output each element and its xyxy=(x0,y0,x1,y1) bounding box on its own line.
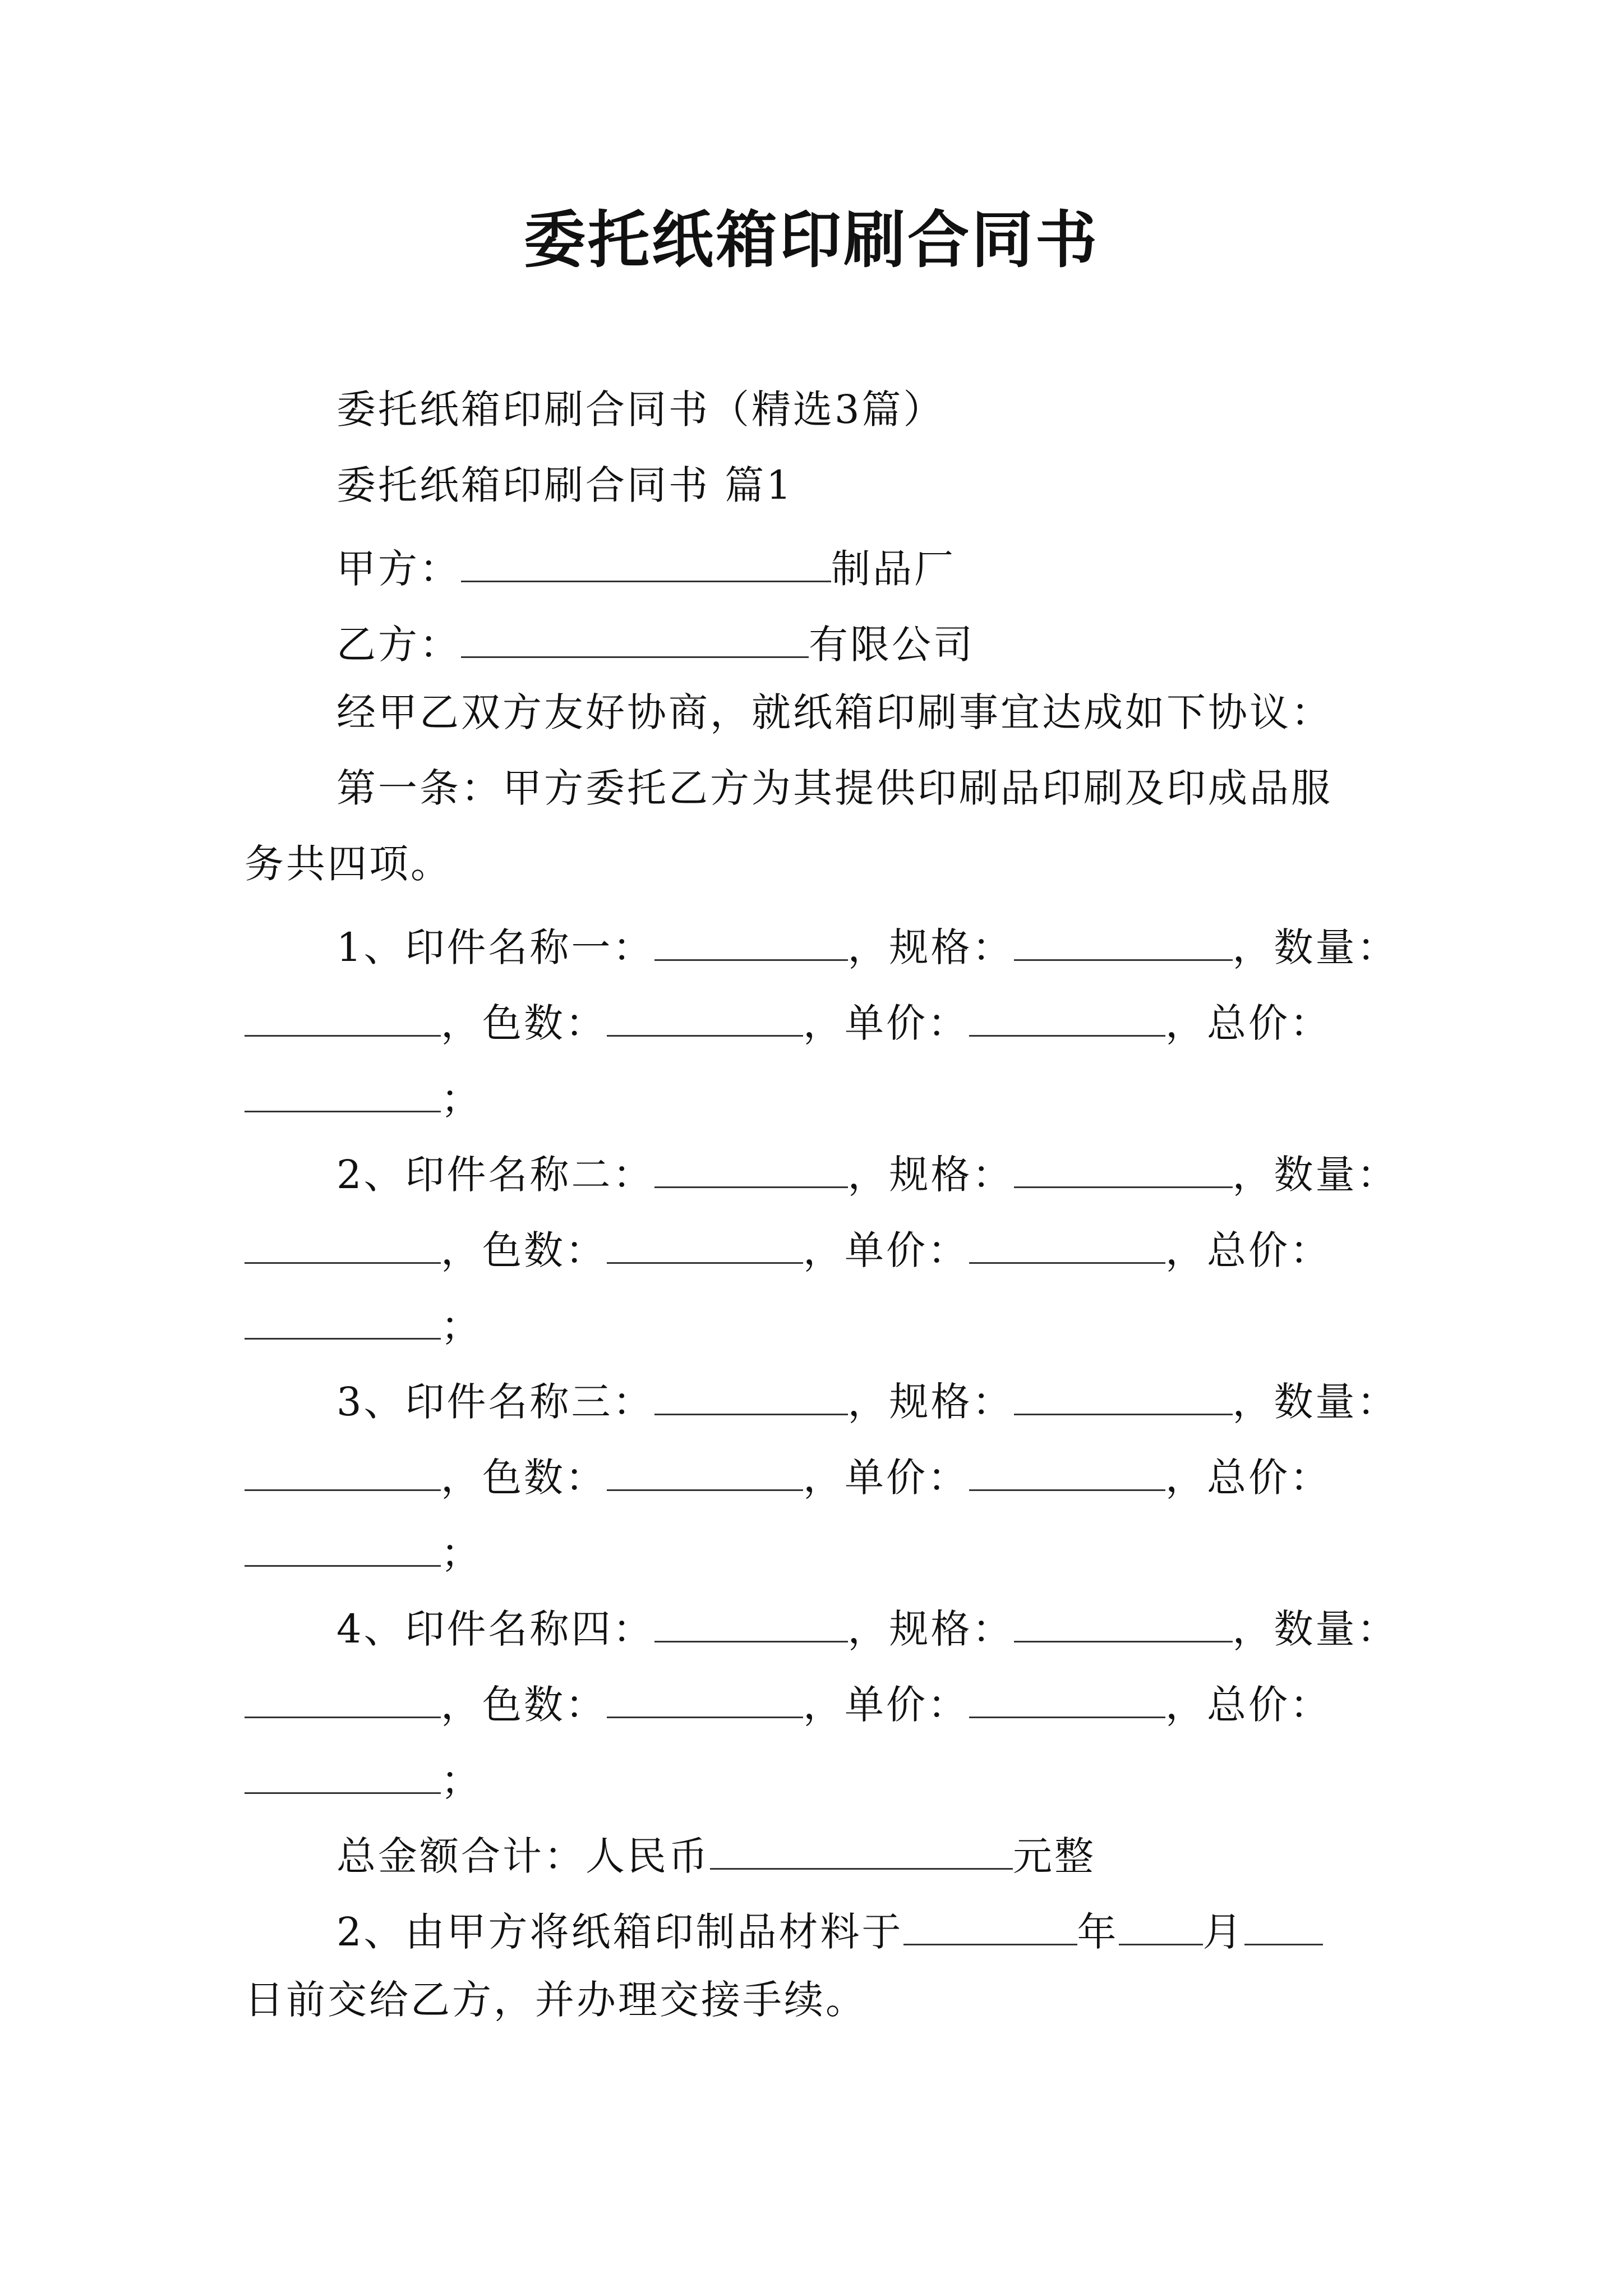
party-b-line xyxy=(336,617,975,668)
qty-blank xyxy=(245,1677,441,1718)
item-line1 xyxy=(336,1147,1399,1198)
item-line1 xyxy=(336,1602,1399,1652)
total-line xyxy=(336,1829,1096,1879)
item-line2 xyxy=(245,996,1331,1046)
unit-price-blank xyxy=(969,1223,1165,1264)
qty-label: ，数量： xyxy=(1232,1379,1399,1425)
qty-label: ，数量： xyxy=(1232,924,1399,970)
party-b-suffix: 有限公司 xyxy=(809,622,975,668)
unit-price-label: ，单价： xyxy=(803,1000,969,1046)
total-price-label: ，总价： xyxy=(1165,1227,1331,1273)
total-price-blank xyxy=(245,1753,441,1794)
item-name: 3、印件名称三： xyxy=(336,1379,654,1425)
total-price-label: ，总价： xyxy=(1165,1000,1331,1046)
delivery-month-label: 月 xyxy=(1202,1909,1244,1955)
party-a-blank xyxy=(461,541,831,582)
spec-blank xyxy=(1014,1374,1233,1415)
spec-label: ，规格： xyxy=(847,1379,1014,1425)
spec-label: ，规格： xyxy=(847,1606,1014,1652)
delivery-day-blank xyxy=(1244,1904,1323,1945)
colors-blank xyxy=(607,996,803,1037)
document-title: 委托纸箱印刷合同书 xyxy=(524,204,1099,276)
delivery-line2: 日前交给乙方，并办理交接手续。 xyxy=(245,1977,867,2023)
qty-blank xyxy=(245,1223,441,1264)
unit-price-label: ，单价： xyxy=(803,1455,969,1501)
semicolon: ； xyxy=(441,1757,482,1803)
total-price-label: ，总价： xyxy=(1165,1682,1331,1728)
article-heading: 委托纸箱印刷合同书 篇1 xyxy=(336,462,794,508)
colors-blank xyxy=(607,1450,803,1491)
spec-blank xyxy=(1014,1147,1233,1188)
colors-label: ，色数： xyxy=(441,1000,607,1046)
item-line2 xyxy=(245,1223,1331,1273)
delivery-month-blank xyxy=(1119,1904,1203,1945)
qty-label: ，数量： xyxy=(1232,1152,1399,1198)
total-price-blank xyxy=(245,1299,441,1340)
total-price-blank xyxy=(245,1071,441,1112)
unit-price-label: ，单价： xyxy=(803,1682,969,1728)
unit-price-blank xyxy=(969,1677,1165,1718)
semicolon: ； xyxy=(441,1303,482,1349)
unit-price-blank xyxy=(969,996,1165,1037)
delivery-text: 2、由甲方将纸箱印制品材料于 xyxy=(336,1909,903,1955)
colors-label: ，色数： xyxy=(441,1682,607,1728)
qty-blank xyxy=(245,996,441,1037)
total-price-blank xyxy=(245,1526,441,1567)
party-b-label: 乙方： xyxy=(336,622,461,668)
total-suffix: 元整 xyxy=(1013,1833,1096,1879)
item-name: 4、印件名称四： xyxy=(336,1606,654,1652)
colors-blank xyxy=(607,1223,803,1264)
delivery-year-blank xyxy=(903,1904,1077,1945)
total-blank xyxy=(710,1829,1013,1870)
qty-blank xyxy=(245,1450,441,1491)
unit-price-label: ，单价： xyxy=(803,1227,969,1273)
item-name-blank xyxy=(654,1374,848,1415)
item-name: 1、印件名称一： xyxy=(336,924,654,970)
party-b-blank xyxy=(461,617,809,658)
party-a-suffix: 制品厂 xyxy=(831,546,956,592)
intro-text: 经甲乙双方友好协商，就纸箱印刷事宜达成如下协议： xyxy=(336,689,1332,735)
total-price-label: ，总价： xyxy=(1165,1455,1331,1501)
clause1-line1: 第一条：甲方委托乙方为其提供印刷品印刷及印成品服 xyxy=(336,765,1332,811)
item-line1 xyxy=(336,1374,1399,1425)
total-label: 总金额合计：人民币 xyxy=(336,1833,710,1879)
item-line2 xyxy=(245,1677,1331,1728)
item-line3 xyxy=(245,1753,482,1803)
item-line2 xyxy=(245,1450,1331,1501)
delivery-line1 xyxy=(336,1904,1323,1955)
item-line3 xyxy=(245,1071,482,1122)
party-a-label: 甲方： xyxy=(336,546,461,592)
spec-label: ，规格： xyxy=(847,924,1014,970)
item-name-blank xyxy=(654,1147,848,1188)
colors-label: ，色数： xyxy=(441,1455,607,1501)
semicolon: ； xyxy=(441,1530,482,1576)
item-line1 xyxy=(336,920,1399,970)
clause1-line2: 务共四项。 xyxy=(245,841,452,887)
colors-blank xyxy=(607,1677,803,1718)
party-a-line xyxy=(336,541,956,592)
colors-label: ，色数： xyxy=(441,1227,607,1273)
item-name-blank xyxy=(654,1602,848,1642)
delivery-year-label: 年 xyxy=(1077,1909,1119,1955)
item-line3 xyxy=(245,1526,482,1576)
unit-price-blank xyxy=(969,1450,1165,1491)
item-name-blank xyxy=(654,920,848,961)
item-line3 xyxy=(245,1299,482,1349)
item-name: 2、印件名称二： xyxy=(336,1152,654,1198)
spec-blank xyxy=(1014,1602,1233,1642)
spec-blank xyxy=(1014,920,1233,961)
subtitle: 委托纸箱印刷合同书（精选3篇） xyxy=(336,386,945,432)
semicolon: ； xyxy=(441,1076,482,1122)
spec-label: ，规格： xyxy=(847,1152,1014,1198)
qty-label: ，数量： xyxy=(1232,1606,1399,1652)
